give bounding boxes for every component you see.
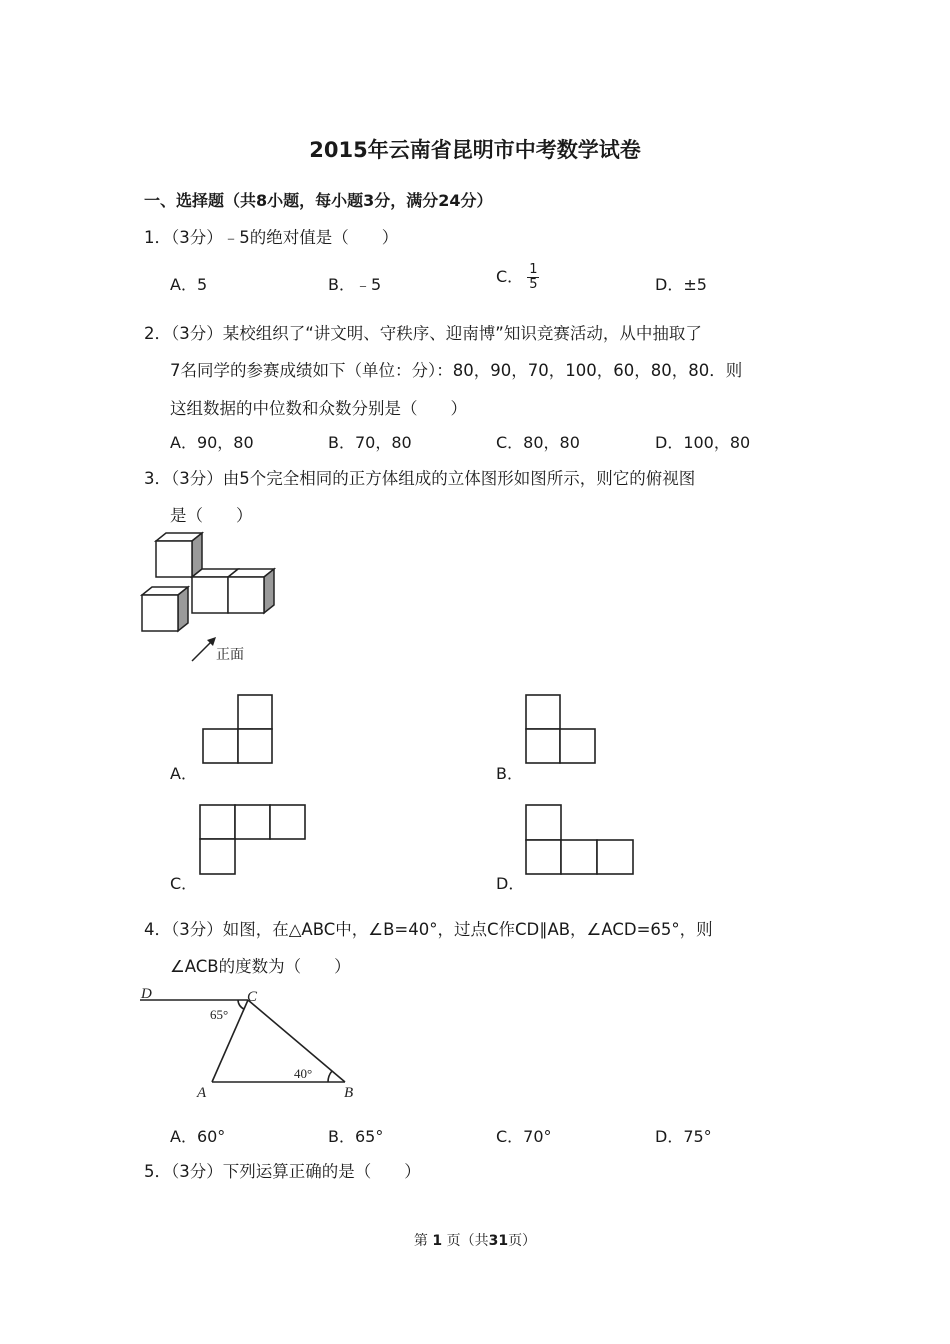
q3-option-d-figure: [525, 804, 635, 876]
cube-side-face: [178, 587, 188, 631]
q2-option-d: D．100，80: [655, 433, 751, 452]
section-heading: 一、选择题（共8小题，每小题3分，满分24分）: [144, 191, 493, 210]
cube-side-face: [264, 569, 274, 613]
question-5-stem: 5．（3分）下列运算正确的是（ ）: [144, 1162, 421, 1181]
label-point-a: A: [197, 1085, 207, 1101]
q3-option-b-figure: [525, 694, 597, 764]
q1-option-a: A．5: [170, 275, 208, 294]
q3-option-c-figure: [199, 804, 307, 876]
question-3-line-1: 3．（3分）由5个完全相同的正方体组成的立体图形如图所示，则它的俯视图: [144, 469, 696, 488]
q1-option-d: D．±5: [655, 275, 707, 294]
fraction-denominator: 5: [529, 277, 538, 292]
q4-option-b: B．65°: [328, 1127, 384, 1146]
page-title: 2015年云南省昆明市中考数学试卷: [309, 138, 641, 162]
q2-option-c: C．80，80: [496, 433, 580, 452]
cube-front-face: [228, 577, 264, 613]
angle-c-label: 65°: [210, 1007, 229, 1022]
cube-front-face: [156, 541, 192, 577]
q3-option-a-label: A．: [170, 764, 197, 783]
total-pages: 31: [488, 1233, 509, 1249]
fraction: [527, 263, 539, 292]
q1-option-c: [496, 263, 539, 292]
question-2-line-1: 2．（3分）某校组织了“讲文明、守秩序、迎南博”知识竞赛活动，从中抽取了: [144, 324, 702, 343]
angle-arc-b: [328, 1071, 332, 1082]
cube-stack-figure: [140, 533, 280, 665]
q3-option-b-label: B．: [496, 764, 523, 783]
fraction-numerator: 1: [529, 262, 538, 277]
question-2-line-3: 这组数据的中位数和众数分别是（ ）: [170, 399, 467, 418]
cube-front-face: [192, 577, 228, 613]
angle-arc-c: [238, 1000, 244, 1009]
footer-middle: 页（共: [446, 1233, 489, 1249]
q4-option-c: C．70°: [496, 1127, 552, 1146]
q4-option-d: D．75°: [655, 1127, 712, 1146]
current-page-number: 1: [432, 1233, 443, 1249]
q3-option-c-label: C．: [170, 874, 198, 893]
label-point-d: D: [141, 986, 152, 1002]
footer-prefix: 第: [413, 1233, 428, 1249]
question-4-line-2: ∠ACB的度数为（ ）: [170, 957, 351, 976]
question-1-stem: 1．（3分）﹣5的绝对值是（ ）: [144, 228, 399, 247]
q2-option-b: B．70，80: [328, 433, 412, 452]
cube-front-face: [142, 595, 178, 631]
label-point-b: B: [344, 1085, 354, 1101]
q3-option-a-figure: [202, 694, 274, 764]
q3-option-d-label: D．: [496, 874, 525, 893]
page-footer: [0, 1230, 950, 1250]
q4-option-a: A．60°: [170, 1127, 226, 1146]
question-3-line-2: 是（ ）: [170, 506, 253, 525]
q1-option-b: B．﹣5: [328, 275, 382, 294]
triangle-abc-figure: [140, 985, 365, 1100]
question-2-line-2: 7名同学的参赛成绩如下（单位：分）：80，90，70，100，60，80，80．则: [170, 361, 743, 380]
question-4-line-1: 4．（3分）如图，在△ABC中，∠B=40°，过点C作CD∥AB，∠ACD=65°，则: [144, 920, 713, 939]
q1-option-c-prefix: C．: [496, 267, 524, 286]
front-view-label: 正面: [216, 647, 244, 663]
footer-suffix: 页）: [508, 1233, 537, 1249]
label-point-c: C: [247, 989, 258, 1005]
angle-b-label: 40°: [294, 1066, 313, 1081]
q2-option-a: A．90，80: [170, 433, 254, 452]
